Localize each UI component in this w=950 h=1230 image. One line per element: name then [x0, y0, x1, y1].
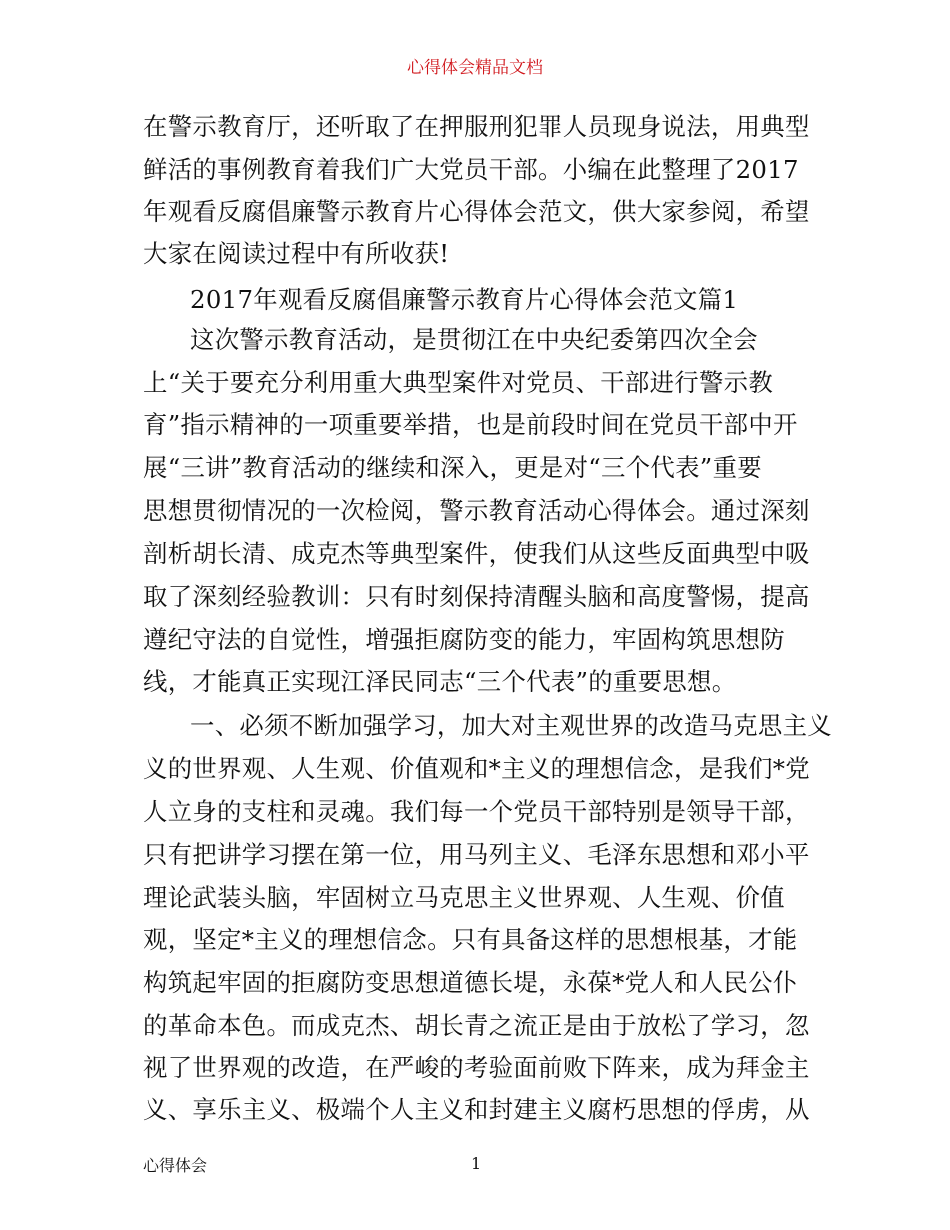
text-line: 取了深刻经验教训：只有时刻保持清醒头脑和高度警惕，提高	[143, 582, 810, 611]
text-line: 展“三讲”教育活动的继续和深入，更是对“三个代表”重要	[143, 453, 762, 482]
text-line: 思想贯彻情况的一次检阅，警示教育活动心得体会。通过深刻	[143, 496, 810, 525]
section-title: 2017年观看反腐倡廉警示教育片心得体会范文篇1	[190, 285, 739, 314]
page-number: 1	[471, 1154, 482, 1173]
text-line: 观，坚定*主义的理想信念。只有具备这样的思想根基，才能	[143, 925, 798, 954]
text-line: 人立身的支柱和灵魂。我们每一个党员干部特别是领导干部，	[143, 797, 810, 826]
page-header: 心得体会精品文档	[407, 58, 543, 78]
footer-label: 心得体会	[143, 1156, 208, 1175]
text-line: 只有把讲学习摆在第一位，用马列主义、毛泽东思想和邓小平	[143, 840, 810, 869]
text-line: 义、享乐主义、极端个人主义和封建主义腐朽思想的俘虏，从	[143, 1095, 810, 1124]
text-line: 构筑起牢固的拒腐防变思想道德长堤，永葆*党人和人民公仆	[143, 968, 798, 997]
text-line: 大家在阅读过程中有所收获!	[143, 239, 450, 268]
text-line: 一、必须不断加强学习，加大对主观世界的改造马克思主义	[190, 711, 832, 740]
text-line: 上“关于要充分利用重大典型案件对党员、干部进行警示教	[143, 368, 774, 397]
text-line: 遵纪守法的自觉性，增强拒腐防变的能力，牢固构筑思想防	[143, 625, 785, 654]
text-line: 在警示教育厅，还听取了在押服刑犯罪人员现身说法，用典型	[143, 112, 810, 141]
text-line: 线，才能真正实现江泽民同志“三个代表”的重要思想。	[143, 667, 737, 696]
text-line: 这次警示教育活动，是贯彻江在中央纪委第四次全会	[190, 325, 758, 354]
text-line: 剖析胡长清、成克杰等典型案件，使我们从这些反面典型中吸	[143, 539, 810, 568]
text-line: 育”指示精神的一项重要举措，也是前段时间在党员干部中开	[143, 410, 798, 439]
text-line: 年观看反腐倡廉警示教育片心得体会范文，供大家参阅，希望	[143, 197, 810, 226]
text-line: 理论武装头脑，牢固树立马克思主义世界观、人生观、价值	[143, 883, 785, 912]
text-line: 的革命本色。而成克杰、胡长青之流正是由于放松了学习，忽	[143, 1011, 810, 1040]
text-line: 义的世界观、人生观、价值观和*主义的理想信念，是我们*党	[143, 754, 810, 783]
text-line: 鲜活的事例教育着我们广大党员干部。小编在此整理了2017	[143, 155, 799, 184]
text-line: 视了世界观的改造，在严峻的考验面前败下阵来，成为拜金主	[143, 1053, 810, 1082]
